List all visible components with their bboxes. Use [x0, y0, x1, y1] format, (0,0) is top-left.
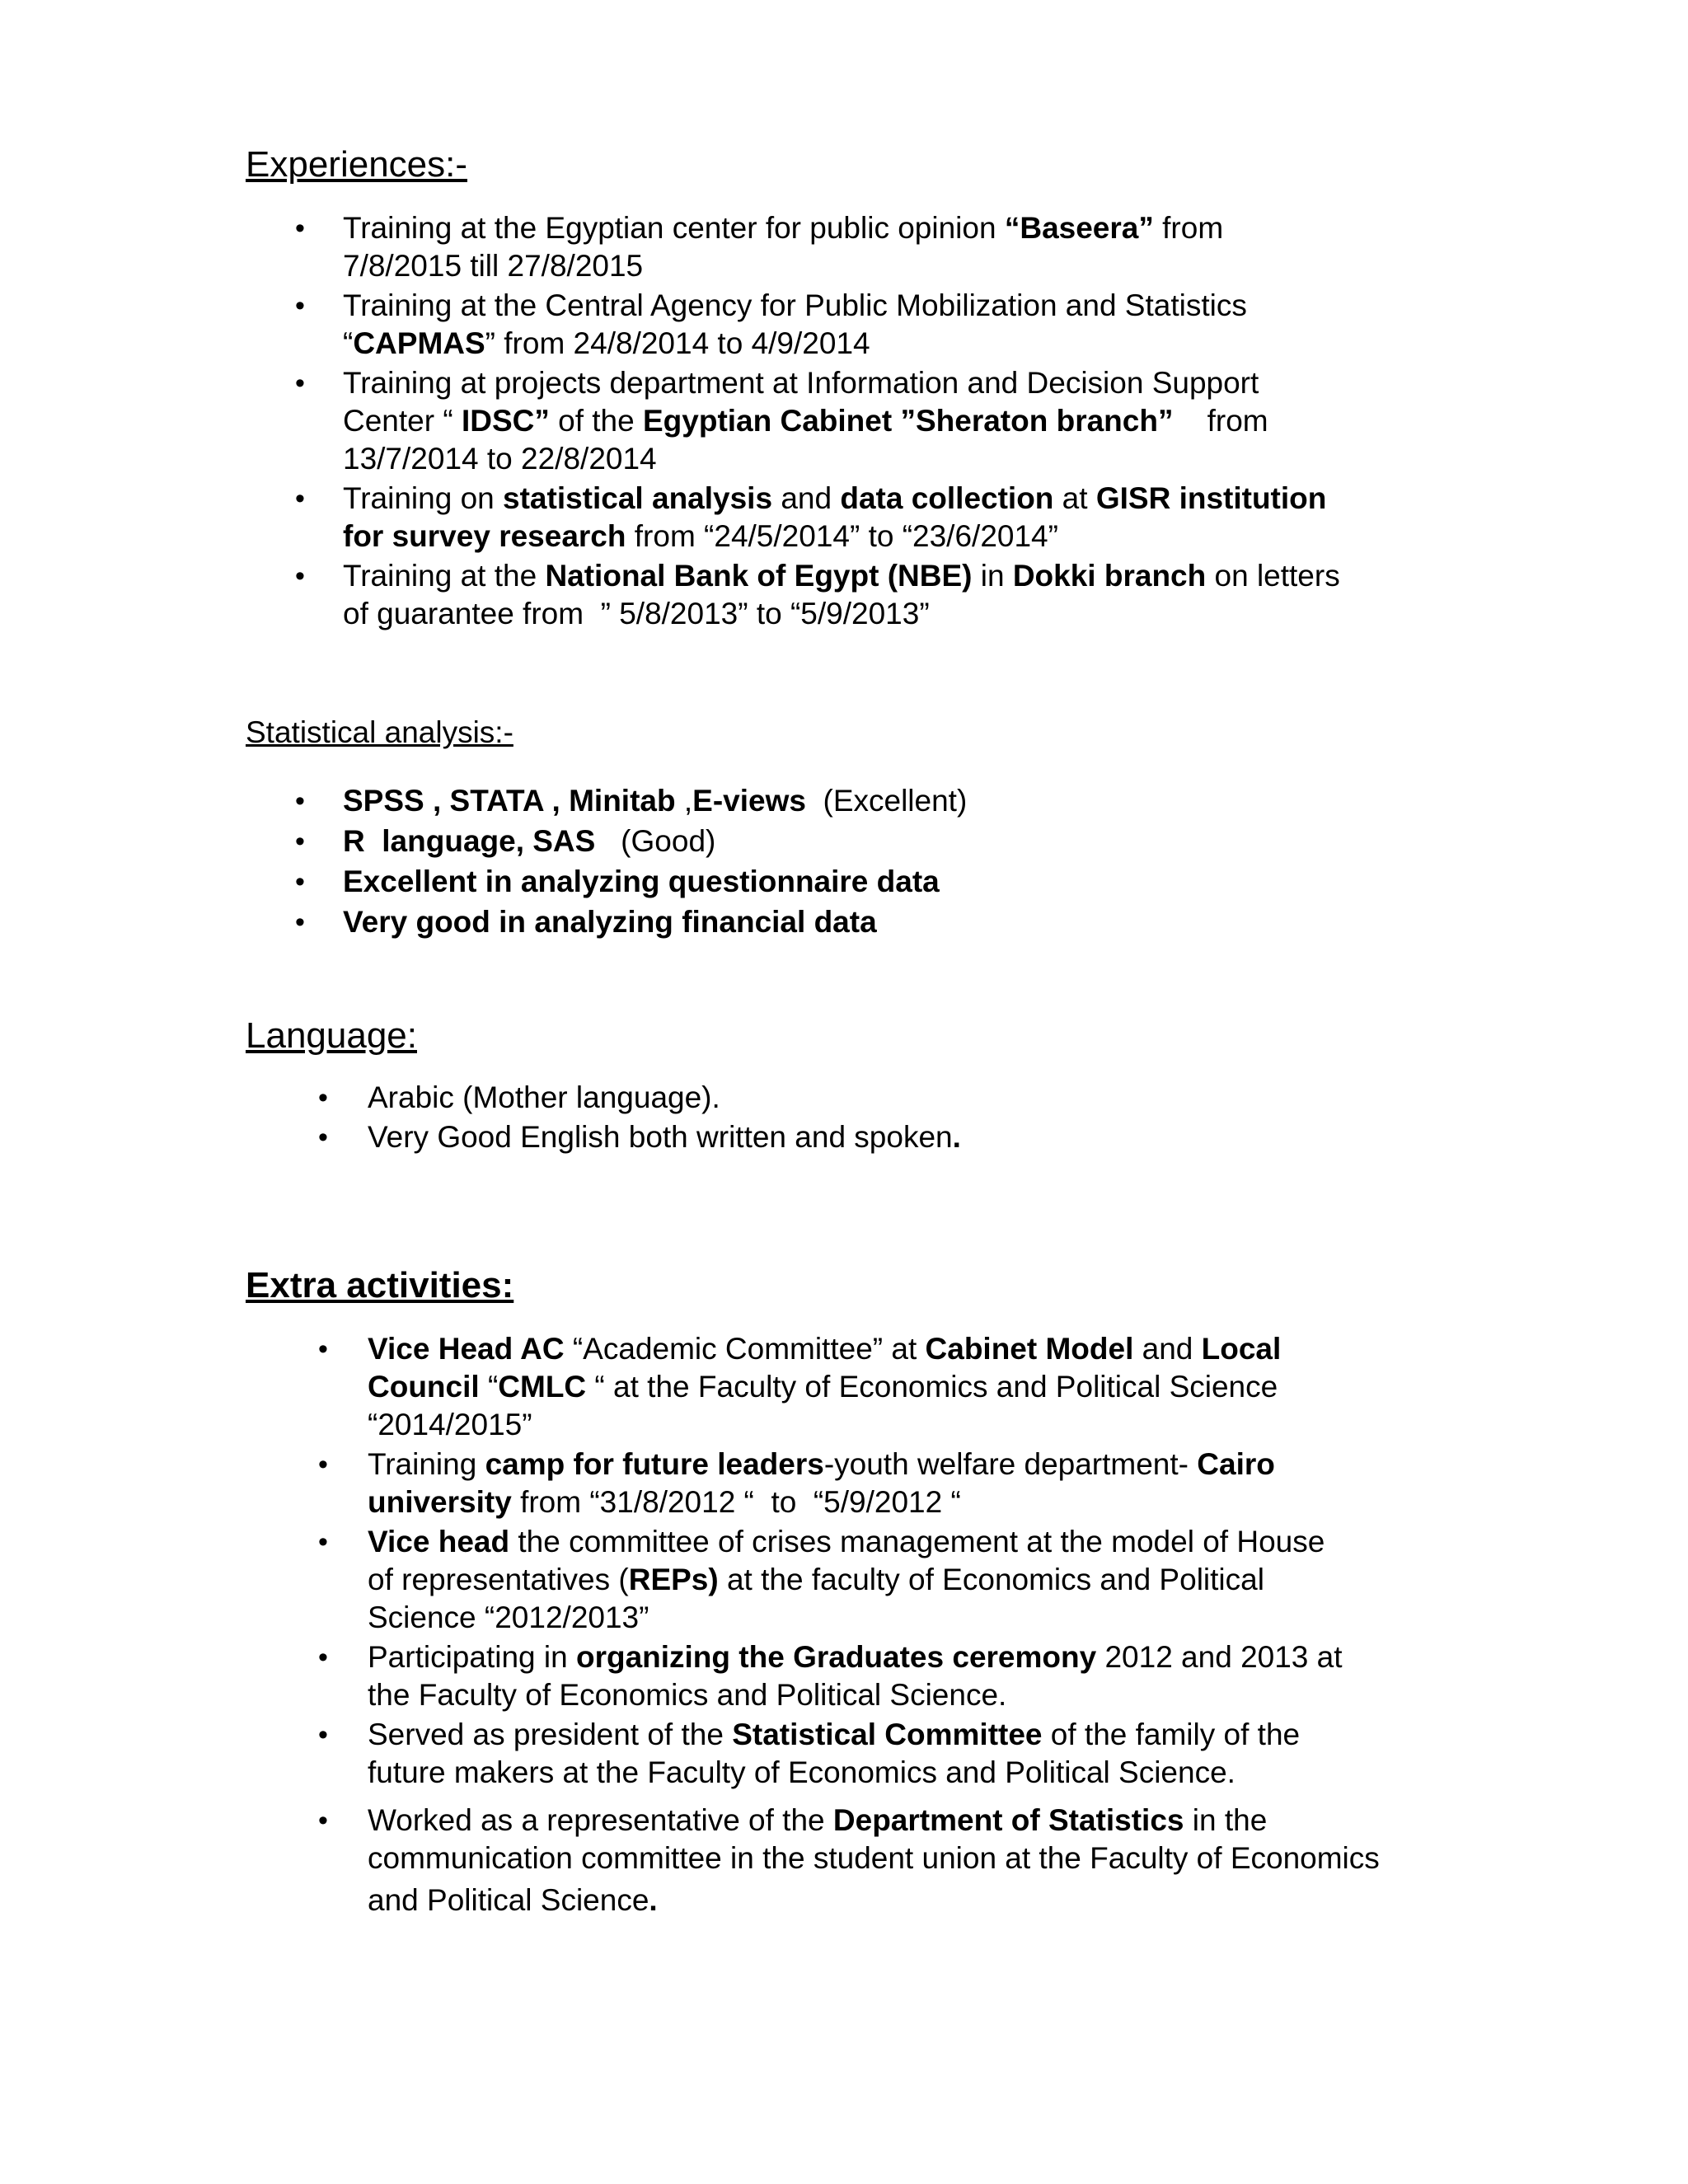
item-text: 7/8/2015 till 27/8/2015 — [343, 248, 644, 283]
item-text: (Excellent) — [805, 783, 968, 818]
list-item — [246, 1802, 1482, 1924]
item-bold: . — [649, 1882, 658, 1917]
bullet-icon: • — [318, 1718, 328, 1750]
list-item — [246, 557, 1482, 633]
item-bold: Local — [1201, 1331, 1282, 1366]
extra-activities-list — [246, 1330, 1482, 1924]
experiences-heading: Experiences:- — [246, 144, 468, 185]
item-bold: CMLC — [498, 1369, 587, 1404]
bullet-icon: • — [295, 785, 305, 817]
item-text: 2012 and 2013 at — [1096, 1639, 1343, 1674]
item-bold: Dokki branch — [1012, 558, 1207, 593]
list-item — [246, 863, 1482, 901]
item-text: of the — [549, 403, 643, 438]
item-text: Very Good English both written and spoken — [368, 1119, 953, 1154]
item-text: from “24/5/2014” to “23/6/2014” — [626, 518, 1058, 553]
item-text: Training at the Central Agency for Public Mobilization and Statistics — [343, 288, 1247, 322]
item-bold: Excellent in analyzing questionnaire data — [343, 864, 940, 898]
item-text: Training at projects department at Information and Decision Support — [343, 365, 1259, 400]
list-item — [246, 1716, 1482, 1792]
item-text: Training on — [343, 480, 504, 515]
item-text: communication committee in the student union at the Faculty of Economics — [368, 1840, 1380, 1875]
item-bold: E-views — [692, 783, 806, 818]
list-item — [246, 782, 1482, 820]
bullet-icon: • — [295, 212, 305, 244]
item-text: Center “ — [343, 403, 462, 438]
item-text: Training at the — [343, 558, 546, 593]
bullet-icon: • — [295, 289, 305, 321]
statistical-analysis-heading: Statistical analysis:- — [246, 715, 513, 749]
bullet-icon: • — [295, 865, 305, 898]
item-bold: Vice Head AC — [368, 1331, 565, 1366]
list-item — [246, 364, 1482, 478]
item-text: and Political Science — [368, 1882, 649, 1917]
experiences-section — [246, 144, 1482, 635]
list-item — [246, 1079, 1482, 1117]
item-bold: for survey research — [343, 518, 626, 553]
item-text: Arabic (Mother language). — [368, 1080, 720, 1114]
item-text: Science “2012/2013” — [368, 1600, 649, 1634]
item-bold: IDSC” — [461, 403, 550, 438]
item-bold: GISR institution — [1095, 480, 1327, 515]
list-item — [246, 287, 1482, 363]
list-item — [246, 823, 1482, 860]
item-text: of guarantee from ” 5/8/2013” to “5/9/2013” — [343, 596, 930, 630]
list-item — [246, 1446, 1482, 1521]
item-text: of representatives ( — [368, 1562, 629, 1596]
item-text: on letters — [1206, 558, 1340, 593]
list-item — [246, 209, 1482, 285]
item-text: “Academic Committee” at — [564, 1331, 926, 1366]
item-text: “ at the Faculty of Economics and Political Science — [586, 1369, 1278, 1404]
language-section — [246, 1015, 1482, 1158]
item-bold: organizing the Graduates ceremony — [575, 1639, 1097, 1674]
item-text: Training at the Egyptian center for public opinion — [343, 210, 1005, 245]
item-bold: Vice head — [368, 1524, 510, 1558]
list-item — [246, 1523, 1482, 1637]
list-item — [246, 480, 1482, 555]
list-item — [246, 1638, 1482, 1714]
bullet-icon: • — [318, 1333, 328, 1365]
bullet-icon: • — [318, 1804, 328, 1836]
list-item — [246, 903, 1482, 941]
item-text: at the faculty of Economics and Political — [718, 1562, 1264, 1596]
item-text: Worked as a representative of the — [368, 1802, 833, 1837]
statistical-analysis-list — [246, 782, 1482, 941]
item-bold: camp for future leaders — [485, 1446, 824, 1481]
bullet-icon: • — [295, 482, 305, 514]
item-bold: Cairo — [1197, 1446, 1275, 1481]
item-bold: data collection — [840, 480, 1054, 515]
item-text: “2014/2015” — [368, 1407, 532, 1441]
bullet-icon: • — [295, 560, 305, 592]
extra-activities-section — [246, 1265, 1482, 1925]
item-bold: “Baseera” — [1004, 210, 1154, 245]
item-text: in — [972, 558, 1013, 593]
item-text: “ — [479, 1369, 499, 1404]
item-bold: Very good in analyzing financial data — [343, 904, 877, 939]
bullet-icon: • — [295, 906, 305, 938]
extra-activities-heading: Extra activities: — [246, 1265, 514, 1305]
item-text: ” from 24/8/2014 to 4/9/2014 — [485, 326, 870, 360]
statistical-analysis-section — [246, 715, 1482, 944]
item-text: future makers at the Faculty of Economics and Political Science. — [368, 1755, 1236, 1789]
language-list — [246, 1079, 1482, 1156]
item-text: , — [683, 783, 693, 818]
item-text: -youth welfare department- — [823, 1446, 1198, 1481]
bullet-icon: • — [318, 1081, 328, 1113]
item-text: at — [1053, 480, 1096, 515]
item-bold: R language, SAS — [343, 823, 596, 858]
item-text: and — [772, 480, 841, 515]
item-bold: Department of Statistics — [832, 1802, 1184, 1837]
experiences-list — [246, 209, 1482, 633]
item-bold: Cabinet Model — [925, 1331, 1134, 1366]
item-bold: university — [368, 1484, 512, 1519]
item-text: from — [1153, 210, 1224, 245]
language-heading: Language: — [246, 1015, 417, 1056]
item-text: the committee of crises management at the model of House — [509, 1524, 1325, 1558]
bullet-icon: • — [318, 1641, 328, 1673]
bullet-icon: • — [295, 367, 305, 399]
item-text: Served as president of the — [368, 1717, 733, 1751]
item-bold: Egyptian Cabinet ”Sheraton branch” — [642, 403, 1174, 438]
list-item — [246, 1330, 1482, 1444]
bullet-icon: • — [295, 825, 305, 857]
bullet-icon: • — [318, 1448, 328, 1480]
item-bold: REPs) — [628, 1562, 719, 1596]
item-text: Participating in — [368, 1639, 576, 1674]
item-text: “ — [343, 326, 354, 360]
item-bold: . — [952, 1119, 961, 1154]
item-bold: SPSS , STATA , Minitab — [343, 783, 684, 818]
bullet-icon: • — [318, 1121, 328, 1153]
item-text: the Faculty of Economics and Political Science. — [368, 1677, 1007, 1712]
item-text: Training — [368, 1446, 485, 1481]
item-text: from “31/8/2012 “ to “5/9/2012 “ — [511, 1484, 961, 1519]
item-bold: CAPMAS — [353, 326, 485, 360]
item-text: from — [1173, 403, 1268, 438]
item-bold: statistical analysis — [503, 480, 773, 515]
item-text: (Good) — [595, 823, 716, 858]
item-bold: National Bank of Egypt (NBE) — [545, 558, 973, 593]
item-text: 13/7/2014 to 22/8/2014 — [343, 441, 657, 476]
bullet-icon: • — [318, 1526, 328, 1558]
item-text: and — [1133, 1331, 1202, 1366]
item-bold: Council — [368, 1369, 480, 1404]
list-item — [246, 1118, 1482, 1156]
item-bold: Statistical Committee — [732, 1717, 1043, 1751]
item-text: of the family of the — [1042, 1717, 1301, 1751]
item-text: in the — [1184, 1802, 1268, 1837]
